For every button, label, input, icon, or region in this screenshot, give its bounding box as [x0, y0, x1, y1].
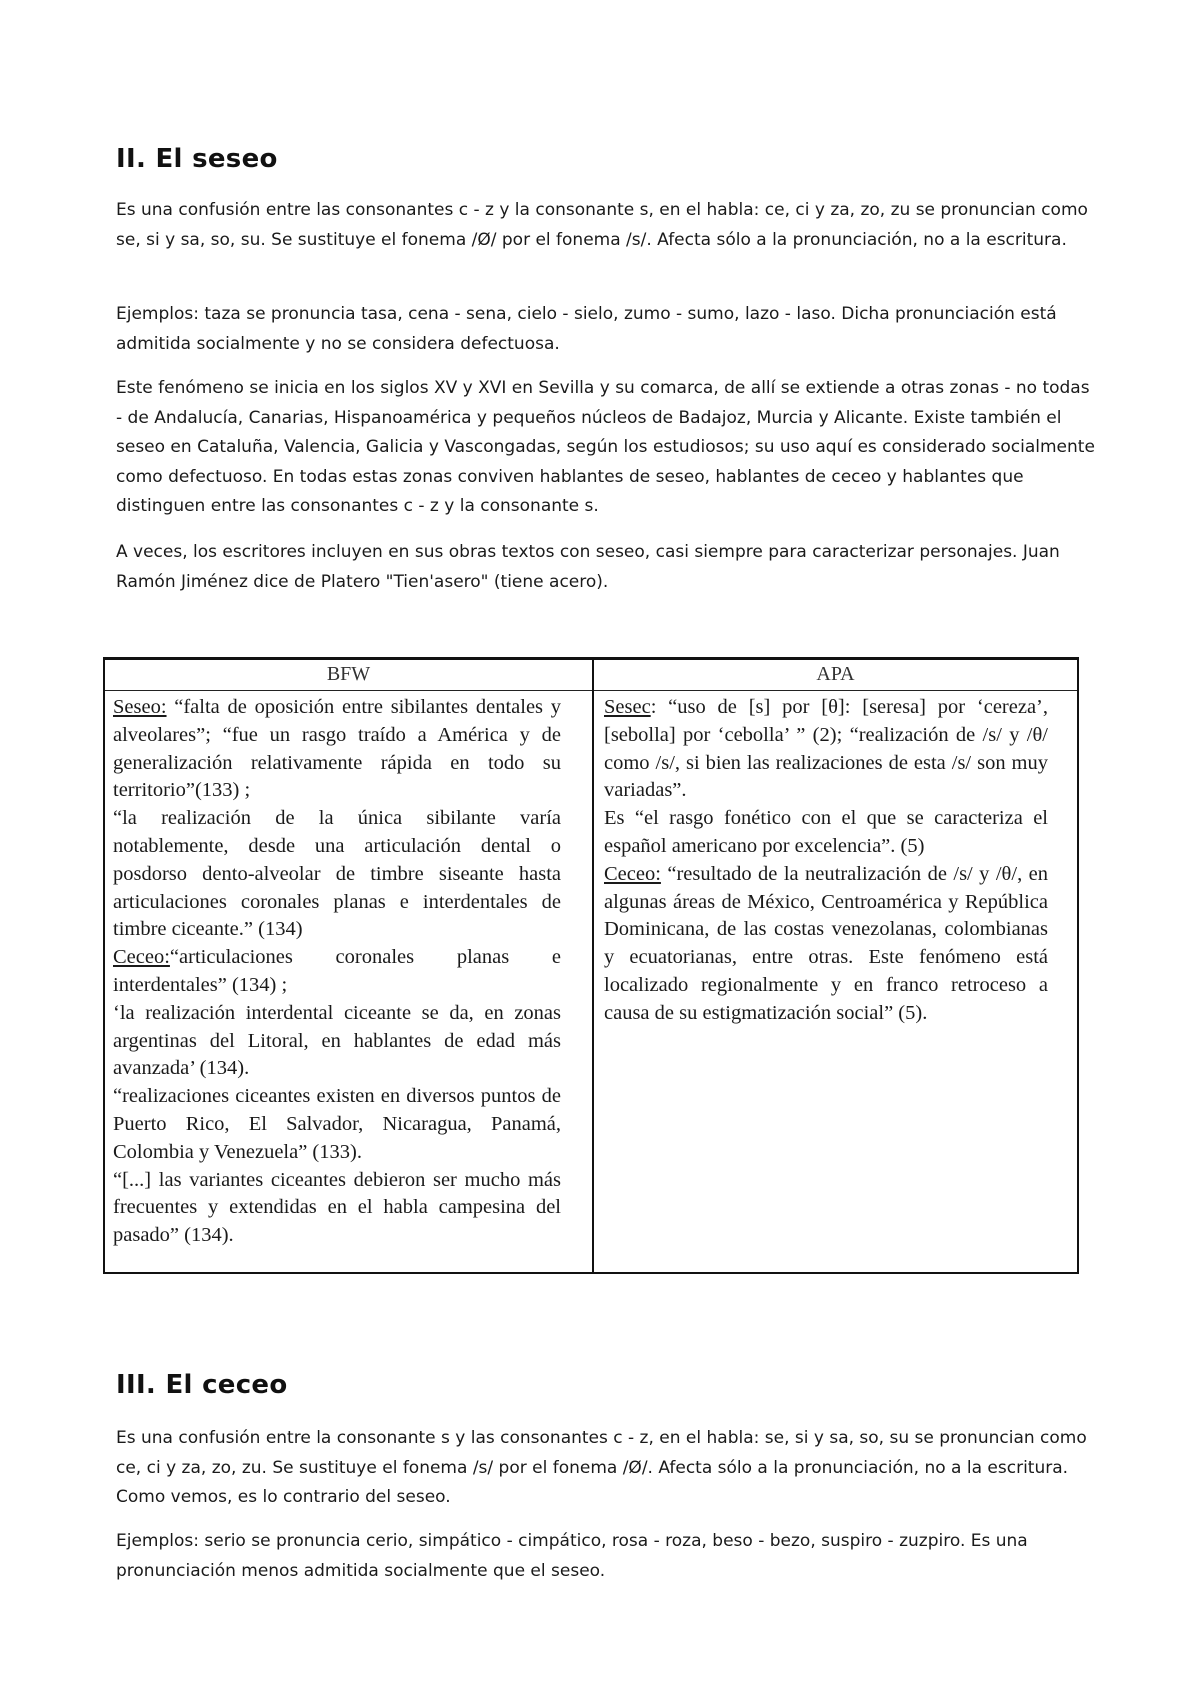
bfw-ceceo-text-2: ‘la realización interdental ciceante se da, en zonas argentinas del Litoral, en hablantes de edad más avanzada’ (134). — [113, 1001, 561, 1080]
seseo-examples: Ejemplos: taza se pronuncia tasa, cena - sena, cielo - sielo, zumo - sumo, lazo - laso. Dicha pronunciación está admitida socialmente y no se considera defectuosa. — [116, 304, 1057, 354]
bfw-seseo-text: “falta de oposición entre sibilantes dentales y alveolares”; “fue un rasgo traído a América y de generalización relativamente rápida en todo su territorio”(133) ; — [113, 696, 561, 802]
seseo-history: Este fenómeno se inicia en los siglos XV y XVI en Sevilla y su comarca, de allí se extiende a otras zonas - no todas - de Andalucía, Canarias, Hispanoamérica y pequeños núcleos de Badajoz, Murcia y Alicante. Existe también el seseo en Cataluña, Valencia, Galicia y Vascongadas, según los estudiosos; su uso aquí es considerado socialmente como defectuoso. En todas estas zonas conviven hablantes de seseo, hablantes de ceceo y hablantes que distinguen entre las consonantes c - z y la consonante s. — [116, 378, 1095, 516]
apa-seseo-text-2: Es “el rasgo fonético con el que se caracteriza el español americano por excelencia”. (5) — [604, 807, 1048, 857]
section-heading-seseo: II. El seseo — [116, 144, 278, 174]
apa-seseo-entry — [604, 694, 1048, 805]
seseo-definition: Es una confusión entre las consonantes c - z y la consonante s, en el habla: ce, ci y za, zo, zu se pronuncian como se, si y sa, so, su. Se sustituye el fonema /Ø/ por el fonema /s/. Afecta sólo a la pronunciación, no a la escritura. — [116, 200, 1088, 250]
bfw-ceceo-label: Ceceo: — [113, 946, 170, 969]
bfw-seseo-label: Seseo: — [113, 696, 167, 718]
table-cell-bfw — [113, 694, 561, 1250]
ceceo-examples: Ejemplos: serio se pronuncia cerio, simpático - cimpático, rosa - roza, beso - bezo, suspiro - zuzpiro. Es una pronunciación menos admitida socialmente que el seseo. — [116, 1531, 1028, 1581]
apa-seseo-label: Sesec — [604, 696, 651, 718]
bfw-ceceo-text-4: “[...] las variantes ciceantes debieron ser mucho más frecuentes y extendidas en el habla campesina del pasado” (134). — [113, 1168, 561, 1247]
section-heading-ceceo: III. El ceceo — [116, 1370, 288, 1400]
header-underline-bfw — [105, 690, 592, 691]
bfw-ceceo-text: “articulaciones coronales planas e interdentales” (134) ; — [113, 946, 561, 996]
apa-ceceo-entry — [604, 861, 1048, 1028]
table-header-bfw: BFW — [326, 663, 371, 685]
apa-ceceo-label: Ceceo: — [604, 862, 661, 885]
bfw-seseo-entry — [113, 694, 561, 805]
apa-seseo-text: : “uso de [s] por [θ]: [seresa] por ‘cereza’, [sebolla] por ‘cebolla’ ” (2); “realización de /s/ y /θ/ como /s/, si bien las realizaciones de esta /s/ son muy variadas”. — [604, 696, 1048, 802]
bfw-ceceo-entry — [113, 944, 561, 1000]
seseo-literature: A veces, los escritores incluyen en sus obras textos con seseo, casi siempre para caracterizar personajes. Juan Ramón Jiménez dice de Platero "Tien'asero" (tiene acero). — [116, 542, 1060, 592]
table-column-divider — [592, 660, 594, 1272]
table-cell-apa — [604, 694, 1048, 1028]
header-underline-apa — [594, 690, 1077, 691]
apa-ceceo-text: “resultado de la neutralización de /s/ y /θ/, en algunas áreas de México, Centroamérica y República Dominicana, de las costas venezolanas, colombianas y ecuatorianas, entre otras. Este fenómeno está localizado regionalmente y en franco retroceso a causa de su estigmatización social” (5). — [604, 862, 1048, 1024]
table-header-apa: APA — [816, 663, 855, 685]
comparison-table — [103, 657, 1079, 1274]
bfw-ceceo-text-3: “realizaciones ciceantes existen en diversos puntos de Puerto Rico, El Salvador, Nicaragua, Panamá, Colombia y Venezuela” (133). — [113, 1085, 561, 1163]
ceceo-definition: Es una confusión entre la consonante s y las consonantes c - z, en el habla: se, si y sa, so, su se pronuncian como ce, ci y za, zo, zu. Se sustituye el fonema /s/ por el fonema /Ø/. Afecta sólo a la pronunciación, no a la escritura. Como vemos, es lo contrario del seseo. — [116, 1428, 1087, 1507]
bfw-seseo-text-2: “la realización de la única sibilante varía notablemente, desde una articulación dental o posdorso dento-alveolar de timbre siseante hasta articulaciones coronales planas e interdentales de timbre ciceante.” (134) — [113, 807, 561, 941]
